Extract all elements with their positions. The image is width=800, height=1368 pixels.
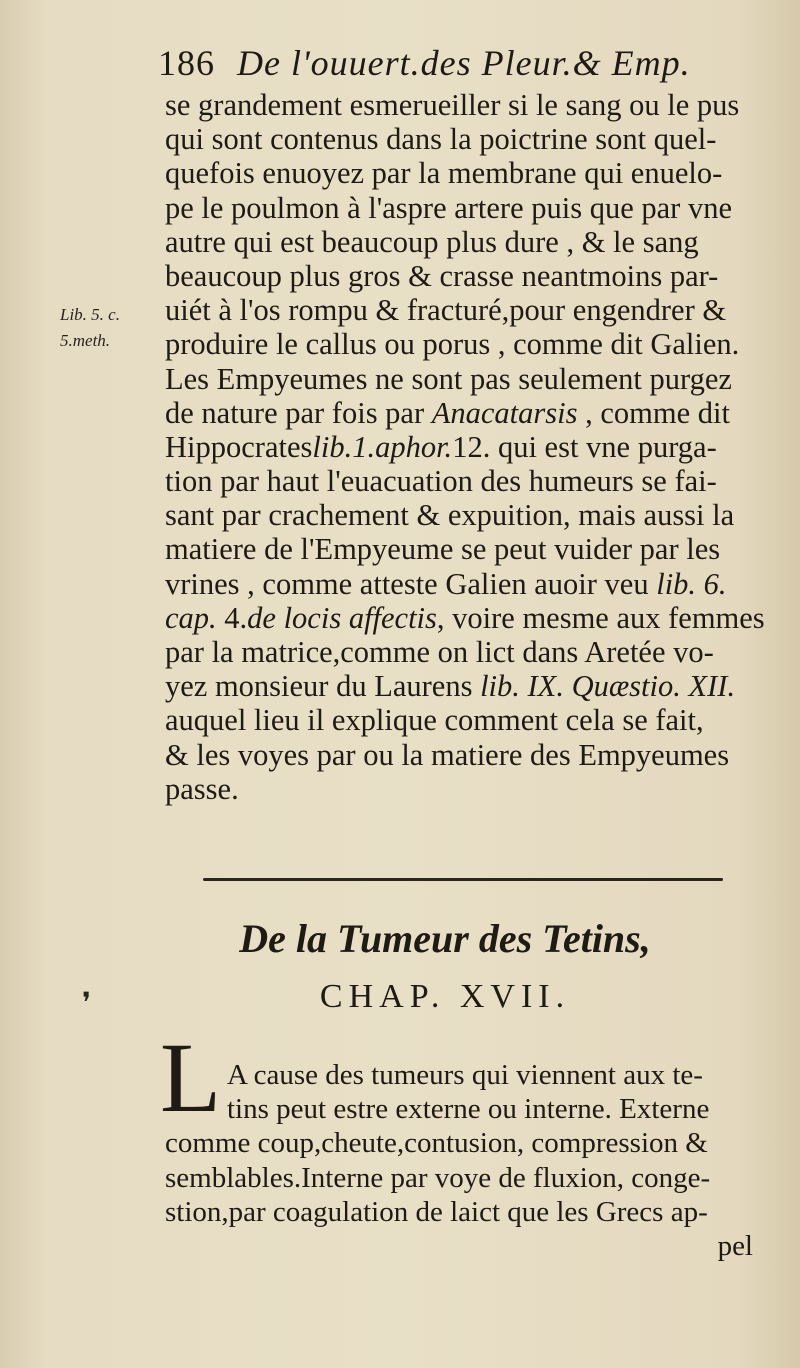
italic-segment: lib. IX. Quæstio. XII.	[480, 669, 736, 704]
text-segment: pe le poulmon à l'aspre artere puis que par vne	[165, 190, 732, 225]
text-segment: qui sont contenus dans la poictrine sont quel-	[165, 122, 717, 157]
text-line: comme coup,cheute,contusion, compression &	[165, 1127, 708, 1160]
text-line	[165, 430, 765, 464]
page-header	[158, 42, 758, 92]
text-line	[165, 327, 765, 361]
text-segment: quefois enuoyez par la membrane qui enuelo-	[165, 156, 723, 191]
drop-cap: L	[160, 1022, 222, 1133]
margin-citation-line: Lib. 5. c.	[60, 305, 120, 324]
text-line: semblables.Interne par voye de fluxion, conge-	[165, 1161, 711, 1194]
text-line	[165, 464, 765, 498]
text-segment: , voire mesme aux femmes	[436, 600, 765, 635]
text-line: stion,par coagulation de laict que les Grecs ap-	[165, 1195, 708, 1228]
text-line	[165, 259, 765, 293]
text-line	[165, 738, 765, 772]
text-segment: 12. qui est vne purga-	[452, 429, 717, 464]
margin-mark-icon: ❜	[82, 986, 92, 1019]
text-segment: passe.	[165, 771, 239, 806]
italic-segment: lib. 6.	[656, 566, 727, 601]
text-line	[165, 156, 765, 190]
text-line	[165, 635, 765, 669]
italic-segment: Anacatarsis	[431, 395, 578, 430]
chapter-title: De la Tumeur des Tetins,	[239, 916, 651, 961]
text-line	[165, 225, 765, 259]
chapter-number: CHAP. XVII.	[319, 978, 571, 1015]
body-text	[165, 88, 765, 806]
text-segment: & les voyes par ou la matiere des Empyeumes	[165, 737, 730, 772]
margin-citation-line: 5.meth.	[60, 331, 111, 350]
text-segment: Les Empyeumes ne sont pas seulement purgez	[165, 361, 732, 396]
text-segment: se grandement esmerueiller si le sang ou le pus	[165, 88, 740, 122]
text-line	[165, 669, 765, 703]
text-line	[165, 772, 765, 806]
text-segment: de nature par fois par	[165, 395, 432, 430]
text-line	[165, 498, 765, 532]
italic-segment: cap.	[165, 600, 217, 635]
text-segment: autre qui est beaucoup plus dure , & le sang	[165, 224, 699, 259]
running-title: De l'ouuert.des Pleur.& Emp.	[237, 43, 691, 83]
text-line	[165, 122, 765, 156]
text-line	[165, 88, 765, 122]
text-segment: , comme dit	[577, 395, 730, 430]
text-line	[165, 703, 765, 737]
page-number: 186	[158, 43, 215, 83]
text-line	[165, 567, 765, 601]
text-segment: vrines , comme atteste Galien auoir veu	[165, 566, 657, 601]
text-segment: tion par haut l'euacuation des humeurs se fai-	[165, 464, 717, 499]
text-segment: 4.	[216, 600, 248, 635]
text-line	[165, 362, 765, 396]
text-segment: produire le callus ou porus , comme dit Galien.	[165, 327, 740, 362]
margin-citation	[60, 302, 120, 354]
text-segment: auquel lieu il explique comment cela se fait,	[165, 703, 704, 738]
catchword: pel	[717, 1229, 753, 1262]
text-line	[165, 601, 765, 635]
text-line	[165, 191, 765, 225]
text-line: A cause des tumeurs qui viennent aux te-	[227, 1059, 703, 1091]
text-segment: sant par crachement & expuition, mais aussi la	[165, 498, 735, 533]
text-segment: beaucoup plus gros & crasse neantmoins par-	[165, 258, 719, 293]
text-segment: par la matrice,comme on lict dans Aretée vo-	[165, 635, 714, 669]
italic-segment: lib.1.aphor.	[312, 429, 453, 464]
text-segment: Hippocrates	[165, 429, 313, 464]
italic-segment: de locis affectis	[247, 600, 437, 635]
chapter-text	[165, 1058, 765, 1263]
text-line	[165, 532, 765, 566]
text-segment: matiere de l'Empyeume se peut vuider par les	[165, 532, 721, 567]
text-segment: uiét à l'os rompu & fracturé,pour engendrer &	[165, 293, 727, 328]
text-segment: yez monsieur du Laurens	[165, 669, 481, 704]
section-divider	[203, 878, 723, 881]
text-line	[165, 396, 765, 430]
text-line: tins peut estre externe ou interne. Externe	[227, 1093, 710, 1126]
text-line	[165, 293, 765, 327]
